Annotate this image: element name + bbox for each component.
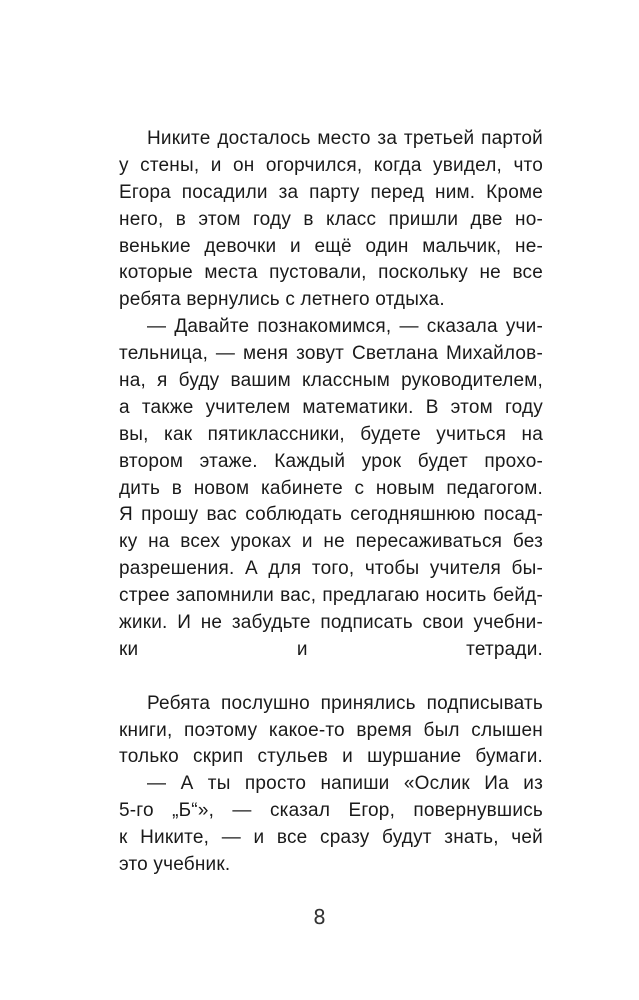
paragraph-3 (119, 691, 543, 772)
text-line: ки и тетради. (119, 638, 543, 660)
text-line: вы, как пятиклассники, будете учиться на (119, 423, 543, 445)
text-line: разрешения. А для того, чтобы учителя бы- (119, 558, 543, 580)
text-line: только скрип стульев и шуршание бумаги. (119, 746, 543, 768)
text-line: тельница, — меня зовут Светлана Михайлов- (119, 343, 543, 365)
text-line: ку на всех уроках и не пересаживаться без (119, 531, 543, 553)
text-line: к Никите, — и все сразу будут знать, чей (119, 827, 543, 849)
text-line: дить в новом кабинете с новым педагогом. (119, 477, 543, 499)
text-line: Егора посадили за парту перед ним. Кроме (119, 181, 543, 203)
text-line: жики. И не забудьте подписать свои учебни- (119, 612, 543, 634)
text-line: стрее запомнили вас, предлагаю носить бейд- (119, 585, 543, 607)
text-line: Ребята послушно принялись подписывать (147, 692, 543, 714)
text-line: которые места пустовали, поскольку не все (119, 262, 543, 284)
text-line: 5-го „Б“», — сказал Егор, повернувшись (119, 800, 543, 822)
page-number: 8 (313, 905, 326, 929)
paragraph-2 (119, 314, 543, 690)
text-line: книги, поэтому какое-то время был слышен (119, 719, 543, 741)
paragraph-4 (119, 771, 543, 879)
body-text (119, 126, 543, 879)
text-line: него, в этом году в класс пришли две но- (119, 208, 543, 230)
text-line: венькие девочки и ещё один мальчик, не- (119, 235, 543, 257)
text-line: — Давайте познакомимся, — сказала учи- (147, 316, 543, 338)
text-line (119, 664, 543, 691)
text-line: это учебник. (119, 854, 231, 876)
text-line: ребята вернулись с летнего отдыха. (119, 289, 445, 311)
text-line: — А ты просто напиши «Ослик Иа из (147, 773, 543, 795)
paragraph-1 (119, 126, 543, 314)
text-line: у стены, и он огорчился, когда увидел, что (119, 154, 543, 176)
text-line: на, я буду вашим классным руководителем, (119, 370, 543, 392)
text-line: Я прошу вас соблюдать сегодняшнюю посад- (119, 504, 543, 526)
text-line: втором этаже. Каждый урок будет прохо- (119, 450, 543, 472)
text-line: Никите досталось место за третьей партой (147, 128, 543, 149)
text-line: а также учителем математики. В этом году (119, 396, 543, 418)
